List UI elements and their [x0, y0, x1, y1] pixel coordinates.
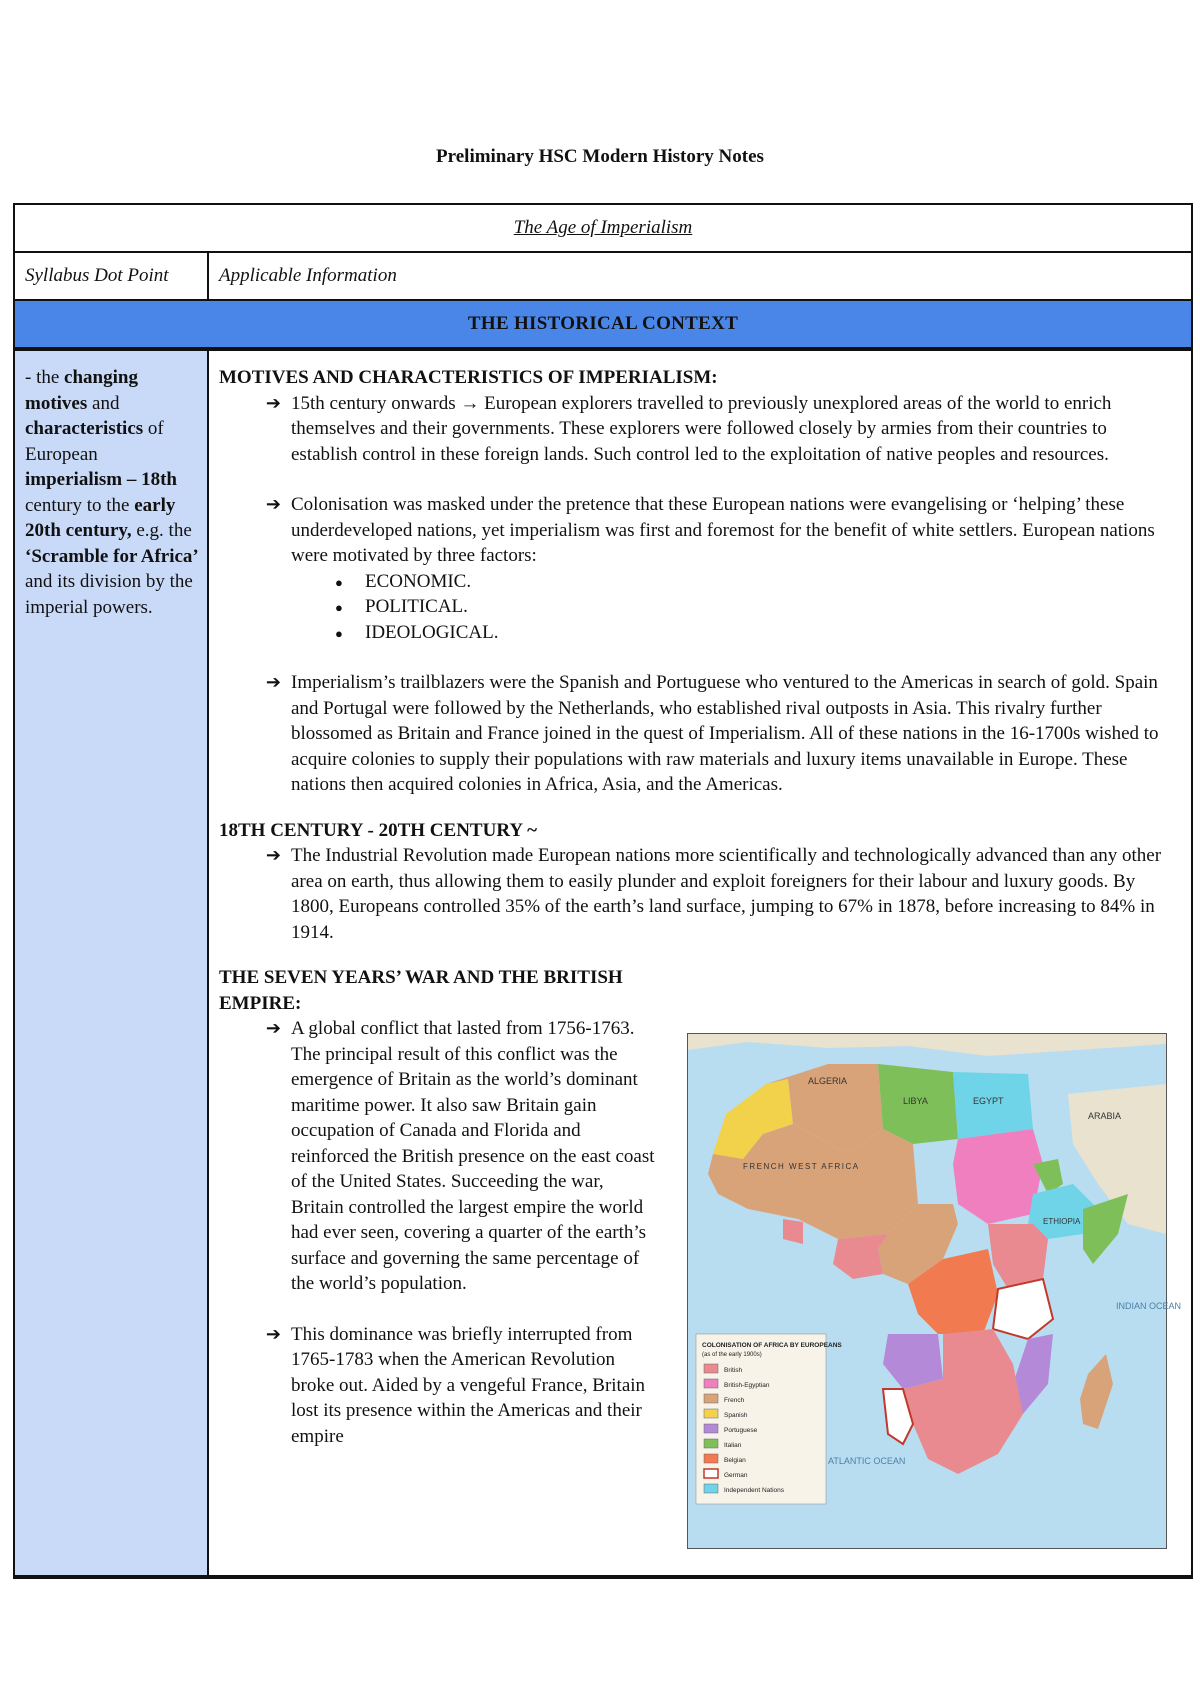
section-banner-row: [14, 300, 1192, 349]
syllabus-run: and: [87, 392, 120, 414]
syllabus-run: changing motives: [25, 367, 138, 414]
legend-swatch: [704, 1424, 718, 1433]
label-indian-ocean: INDIAN OCEAN: [1116, 1301, 1182, 1311]
header-row: [14, 252, 1192, 300]
section-banner: THE HISTORICAL CONTEXT: [14, 300, 1192, 349]
topic-title: The Age of Imperialism: [513, 217, 693, 238]
arrow-icon: ➔: [265, 494, 281, 514]
document-title: Preliminary HSC Modern History Notes: [436, 146, 764, 167]
label-libya: LIBYA: [903, 1096, 928, 1106]
legend-label: British: [724, 1367, 743, 1374]
syllabus-run: ‘Scramble for Africa’: [25, 545, 199, 567]
label-arabia: ARABIA: [1088, 1111, 1122, 1121]
header-dot-point: Syllabus Dot Point: [14, 252, 208, 300]
motives-heading: MOTIVES AND CHARACTERISTICS OF IMPERIALISM:: [219, 367, 718, 388]
century-heading: 18TH CENTURY - 20TH CENTURY ~: [219, 819, 538, 841]
factor-item: ● ECONOMIC.: [365, 569, 1177, 595]
africa-colonisation-map: [687, 1033, 1182, 1549]
arrow-icon: ➔: [265, 1018, 281, 1038]
legend-swatch: [704, 1379, 718, 1388]
legend-label: Independent Nations: [724, 1487, 784, 1494]
legend-label: German: [724, 1472, 748, 1479]
factor-item: ● POLITICAL.: [365, 594, 1177, 620]
syllabus-run: imperialism – 18th: [25, 469, 177, 490]
motives-point-3-text: Imperialism’s trailblazers were the Spanish and Portuguese who ventured to the Americas in search of gold. Spain and Portugal were followed by the Netherlands, who established rival outposts in Asia. This rivalry further blossomed as Britain and France joined in the quest of Imperialism. All of these nations in the 16-1700s wished to acquire colonies to supply their populations with raw materials and luxury items unavailable in Europe. These nations then acquired colonies in Africa, Asia, and the Americas.: [291, 672, 1159, 795]
syllabus-text: [25, 367, 199, 618]
century-point-1-text: The Industrial Revolution made European nations more scientifically and technologically advanced than any other area on earth, thus allowing them to easily plunder and exploit foreigners for their labour and luxury goods. By 1800, Europeans controlled 35% of the earth’s land surface, jumping to 67% in 1878, before increasing to 84% in 1914.: [291, 845, 1162, 943]
seven-years-point-2-text: This dominance was briefly interrupted from 1765-1783 when the American Revolution broke out. Aided by a vengeful France, Britain lost its presence within the Americas and their empire: [291, 1323, 646, 1447]
seven-years-point-1-text: A global conflict that lasted from 1756-1763. The principal result of this conflict was the emergence of Britain as the world’s dominant maritime power. It also saw Britain gain occupation of Canada and Florida and reinforced the British presence on the east coast of the United States. Succeeding the war, Britain controlled the largest empire the world had ever seen, covering a quarter of the earth’s surface and governing the same percentage of the world’s population.: [291, 1018, 655, 1294]
label-ethiopia: ETHIOPIA: [1043, 1217, 1081, 1226]
legend-label: Spanish: [724, 1412, 748, 1419]
syllabus-run: of European: [25, 418, 164, 465]
factor-item: ● IDEOLOGICAL.: [365, 620, 1177, 646]
legend-label: British-Egyptian: [724, 1382, 770, 1389]
header-info: Applicable Information: [208, 252, 1192, 300]
legend-label: Belgian: [724, 1457, 746, 1464]
syllabus-run: characteristics: [25, 418, 144, 439]
topic-row: [14, 204, 1192, 252]
seven-years-point-1: [219, 1016, 659, 1297]
map-legend: [696, 1334, 842, 1504]
century-point-1: [219, 843, 1177, 945]
legend-swatch: [704, 1394, 718, 1403]
syllabus-run: early 20th century,: [25, 494, 176, 541]
syllabus-run: and its division by the imperial powers.: [25, 571, 193, 618]
factor-list: [219, 569, 1177, 646]
motives-point-2-text: Colonisation was masked under the pretence that these European nations were evangelising or ‘helping’ these underdeveloped nations, yet imperialism was first and foremost for the benefit of white settlers. European nations were motivated by three factors:: [291, 494, 1155, 566]
syllabus-run: - the: [25, 367, 65, 388]
applicable-information: [208, 349, 1192, 1577]
label-atlantic-ocean: ATLANTIC OCEAN: [828, 1456, 906, 1466]
legend-subtitle: (as of the early 1900s): [702, 1352, 762, 1358]
notes-table: [13, 203, 1193, 1579]
syllabus-dot-point: [14, 349, 208, 1577]
label-french-west-africa: FRENCH WEST AFRICA: [743, 1162, 860, 1171]
arrow-icon: ➔: [265, 845, 281, 865]
legend-swatch: [704, 1469, 718, 1478]
motives-point-1-text: 15th century onwards → European explorers travelled to previously unexplored areas of the world to enrich themselves and their governments. These explorers were followed closely by armies from their countries to establish control in these foreign lands. Such control led to the exploitation of native peoples and resources.: [291, 392, 1112, 465]
label-algeria: ALGERIA: [808, 1076, 848, 1086]
legend-swatch: [704, 1409, 718, 1418]
legend-label: Portuguese: [724, 1427, 758, 1434]
motives-point-3: [219, 670, 1177, 798]
seven-years-point-2: [219, 1322, 659, 1450]
legend-swatch: [704, 1454, 718, 1463]
arrow-icon: ➔: [265, 1323, 281, 1344]
legend-swatch: [704, 1484, 718, 1493]
syllabus-run: century to the: [25, 494, 135, 516]
label-egypt: EGYPT: [973, 1096, 1004, 1106]
syllabus-run: e.g. the: [131, 520, 192, 541]
legend-swatch: [704, 1364, 718, 1373]
content-row: [14, 349, 1192, 1577]
arrow-icon: ➔: [265, 672, 281, 692]
legend-label: French: [724, 1397, 745, 1404]
motives-point-1: [219, 391, 1177, 468]
legend-swatch: [704, 1439, 718, 1448]
motives-point-2: [219, 492, 1177, 569]
map-graphic: [688, 1034, 1182, 1548]
arrow-icon: ➔: [265, 392, 281, 413]
legend-title: COLONISATION OF AFRICA BY EUROPEANS: [702, 1342, 842, 1349]
legend-label: Italian: [724, 1442, 742, 1449]
seven-years-heading: THE SEVEN YEARS’ WAR AND THE BRITISH EMPIRE:: [219, 967, 623, 1014]
